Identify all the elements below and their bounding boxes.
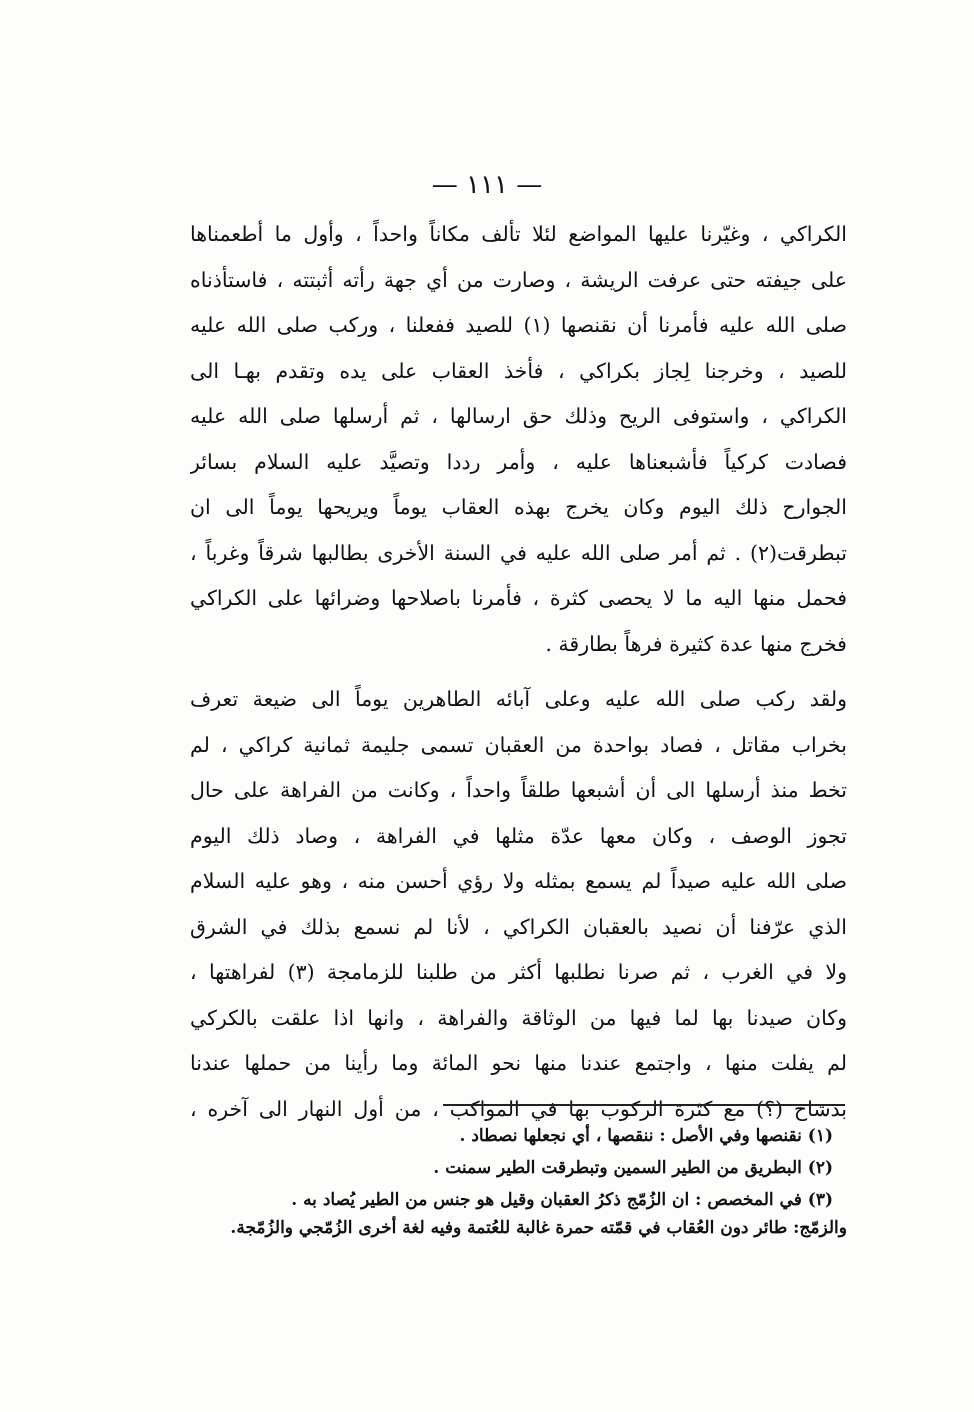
text-line: ولقد ركب صلى الله عليه وعلى آبائه الطاهرين يوماً الى ضيعة تعرف <box>190 687 847 711</box>
text-line: على جيفته حتى عرفت الريشة ، وصارت من أي جهة رأته أثبتته ، فاستأذناه <box>190 267 847 292</box>
text-line: بخراب مقاتل ، فصاد بواحدة من العقبان تسمى جليمة ثمانية كراكي ، لم <box>190 732 847 757</box>
text-line: الكراكي ، واستوفى الريح وذلك حق ارسالها ، ثم أرسلها صلى الله عليه <box>190 404 847 428</box>
text-line: بدشاخ (؟) مع كثرة الركوب بها في المواكب ، من أول النهار الى آخره ، <box>190 1096 847 1121</box>
footnote-divider <box>443 1104 845 1106</box>
text-line: فخرج منها عدة كثيرة فرهاً بطارقة . <box>545 631 847 656</box>
text-line: الكراكي ، وغيّرنا عليها المواضع لئلا تألف مكاناً واحداً ، وأول ما أطعمناها <box>190 222 847 246</box>
footnote-2: (٢) البطريق من الطير السمين وتبطرقت الطير سمنت . <box>433 1158 833 1178</box>
text-line: ولا في الغرب ، ثم صرنا نطلبها أكثر من طلبنا للزمامجة (٣) لفراهتها ، <box>190 960 847 984</box>
footnote-1: (١) نقنصها وفي الأصل : ننقصها ، أي نجعلها نصطاد . <box>459 1126 833 1146</box>
footnote-3: (٣) في المخصص : ان الزُمّج ذكرُ العقبان وقيل هو جنس من الطير يُصاد به . <box>291 1190 833 1210</box>
page-number: — ١١١ — <box>431 170 543 200</box>
text-line: الذي عرّفنا أن نصيد بالعقبان الكراكي ، لأنا لم نسمع بذلك في الشرق <box>190 914 847 939</box>
text-line: للصيد ، وخرجنا لِجاز بكراكي ، فأخذ العقاب على يده وتقدم بهـا الى <box>190 358 847 383</box>
text-line: صلى الله عليه فأمرنا أن نقنصها (١) للصيد ففعلنا ، وركب صلى الله عليه <box>190 313 847 337</box>
footnote-3-continued: والزمّج: طائر دون العُقاب في قمّته حمرة غالبة للعُتمة وفيه لغة أخرى الزُمّجي والزُمّجة. <box>230 1218 847 1238</box>
text-line: تخط منذ أرسلها الى أن أشبعها طلقاً واحداً ، وكانت من الفراهة على حال <box>190 778 847 802</box>
text-line: الجوارح ذلك اليوم وكان يخرج بهذه العقاب يوماً ويريحها يوماً الى ان <box>190 495 847 519</box>
text-line: تبطرقت(٢) . ثم أمر صلى الله عليه في السنة الأخرى بطالبها شرقاً وغرباً ، <box>190 540 847 565</box>
text-line: لم يفلت منها ، واجتمع عندنا منها نحو المائة وما رأينا من حملها عندنا <box>190 1051 847 1075</box>
text-line: تجوز الوصف ، وكان معها عدّة مثلها في الفراهة ، وصاد ذلك اليوم <box>190 823 847 848</box>
text-line: صلى الله عليه صيداً لم يسمع بمثله ولا رؤي أحسن منه ، وهو عليه السلام <box>190 869 847 893</box>
text-line: فصادت كركياً فأشبعناها عليه ، وأمر رددا وتصيَّد عليه السلام بسائر <box>190 449 847 474</box>
body-text <box>190 212 847 1132</box>
text-line: فحمل منها اليه ما لا يحصى كثرة ، فأمرنا باصلاحها وضرائها على الكراكي <box>190 586 847 610</box>
footnotes <box>190 1120 847 1244</box>
text-line: وكان صيدنا بها لما فيها من الوثاقة والفراهة ، وانها اذا علقت بالكركي <box>190 1005 847 1030</box>
